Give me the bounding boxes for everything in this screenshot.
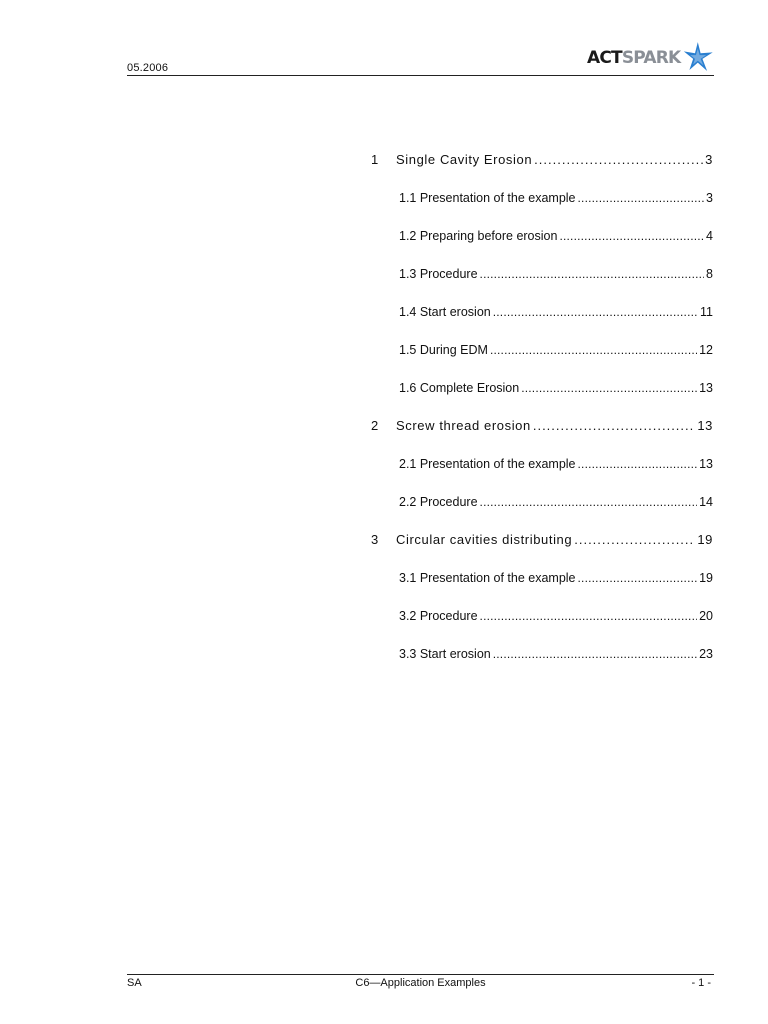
company-logo (587, 42, 715, 74)
toc-dot-leader (480, 608, 698, 624)
page-footer (127, 977, 714, 993)
footer-page-number: - 1 - (691, 977, 711, 989)
toc-entry-title: 3.3 Start erosion (399, 647, 491, 661)
toc-entry-title: Screw thread erosion (396, 418, 531, 433)
toc-entry-page: 4 (706, 229, 713, 243)
toc-entry-title: 1.5 During EDM (399, 343, 488, 357)
toc-chapter-entry[interactable] (371, 418, 713, 434)
toc-entry-number: 3 (371, 532, 379, 547)
logo-text-act: ACT (587, 47, 622, 68)
toc-entry-page: 3 (706, 191, 713, 205)
toc-entry-page: 12 (699, 343, 713, 357)
toc-section-entry[interactable] (371, 456, 713, 472)
toc-dot-leader (534, 152, 703, 168)
toc-dot-leader (493, 304, 698, 320)
toc-section-entry[interactable] (371, 304, 713, 320)
toc-entry-page: 11 (700, 305, 713, 319)
toc-section-entry[interactable] (371, 570, 713, 586)
toc-dot-leader (493, 646, 697, 662)
header-divider (127, 75, 714, 76)
toc-entry-title: 1.1 Presentation of the example (399, 191, 576, 205)
toc-entry-title: Single Cavity Erosion (396, 152, 533, 167)
toc-entry-page: 13 (699, 457, 713, 471)
toc-entry-number: 2 (371, 418, 379, 433)
toc-dot-leader (480, 266, 705, 282)
toc-entry-page: 19 (697, 532, 713, 547)
toc-entry-title: 1.2 Preparing before erosion (399, 229, 558, 243)
toc-dot-leader (480, 494, 698, 510)
logo-text-spark: SPARK (621, 47, 681, 68)
footer-document-title: C6—Application Examples (355, 977, 486, 989)
toc-entry-page: 23 (699, 647, 713, 661)
toc-entry-page: 20 (699, 609, 713, 623)
toc-entry-page: 8 (706, 267, 713, 281)
logo-wordmark (587, 47, 681, 68)
toc-entry-title: 2.2 Procedure (399, 495, 478, 509)
footer-divider (127, 974, 714, 975)
footer-left-text: SA (127, 977, 142, 989)
toc-entry-page: 13 (697, 418, 713, 433)
toc-section-entry[interactable] (371, 266, 713, 282)
toc-section-entry[interactable] (371, 190, 713, 206)
toc-dot-leader (521, 380, 697, 396)
toc-section-entry[interactable] (371, 646, 713, 662)
toc-dot-leader (578, 190, 705, 206)
toc-entry-title: 3.1 Presentation of the example (399, 571, 576, 585)
toc-chapter-entry[interactable] (371, 152, 713, 168)
page-date: 05.2006 (127, 62, 169, 74)
star-icon (681, 40, 715, 74)
toc-entry-title: Circular cavities distributing (396, 532, 573, 547)
toc-entry-title: 1.6 Complete Erosion (399, 381, 520, 395)
toc-section-entry[interactable] (371, 228, 713, 244)
toc-dot-leader (574, 532, 695, 548)
toc-entry-title: 2.1 Presentation of the example (399, 457, 576, 471)
toc-entry-number: 1 (371, 152, 379, 167)
toc-dot-leader (490, 342, 697, 358)
toc-section-entry[interactable] (371, 342, 713, 358)
toc-entry-title: 3.2 Procedure (399, 609, 478, 623)
toc-section-entry[interactable] (371, 494, 713, 510)
toc-entry-page: 13 (699, 381, 713, 395)
toc-entry-title: 1.3 Procedure (399, 267, 478, 281)
toc-chapter-entry[interactable] (371, 532, 713, 548)
toc-section-entry[interactable] (371, 380, 713, 396)
toc-dot-leader (533, 418, 695, 434)
toc-section-entry[interactable] (371, 608, 713, 624)
toc-entry-page: 14 (699, 495, 713, 509)
toc-dot-leader (578, 570, 698, 586)
toc-entry-page: 19 (699, 571, 713, 585)
toc-entry-page: 3 (705, 152, 713, 167)
toc-entry-title: 1.4 Start erosion (399, 305, 491, 319)
toc-dot-leader (559, 228, 704, 244)
toc-dot-leader (578, 456, 698, 472)
